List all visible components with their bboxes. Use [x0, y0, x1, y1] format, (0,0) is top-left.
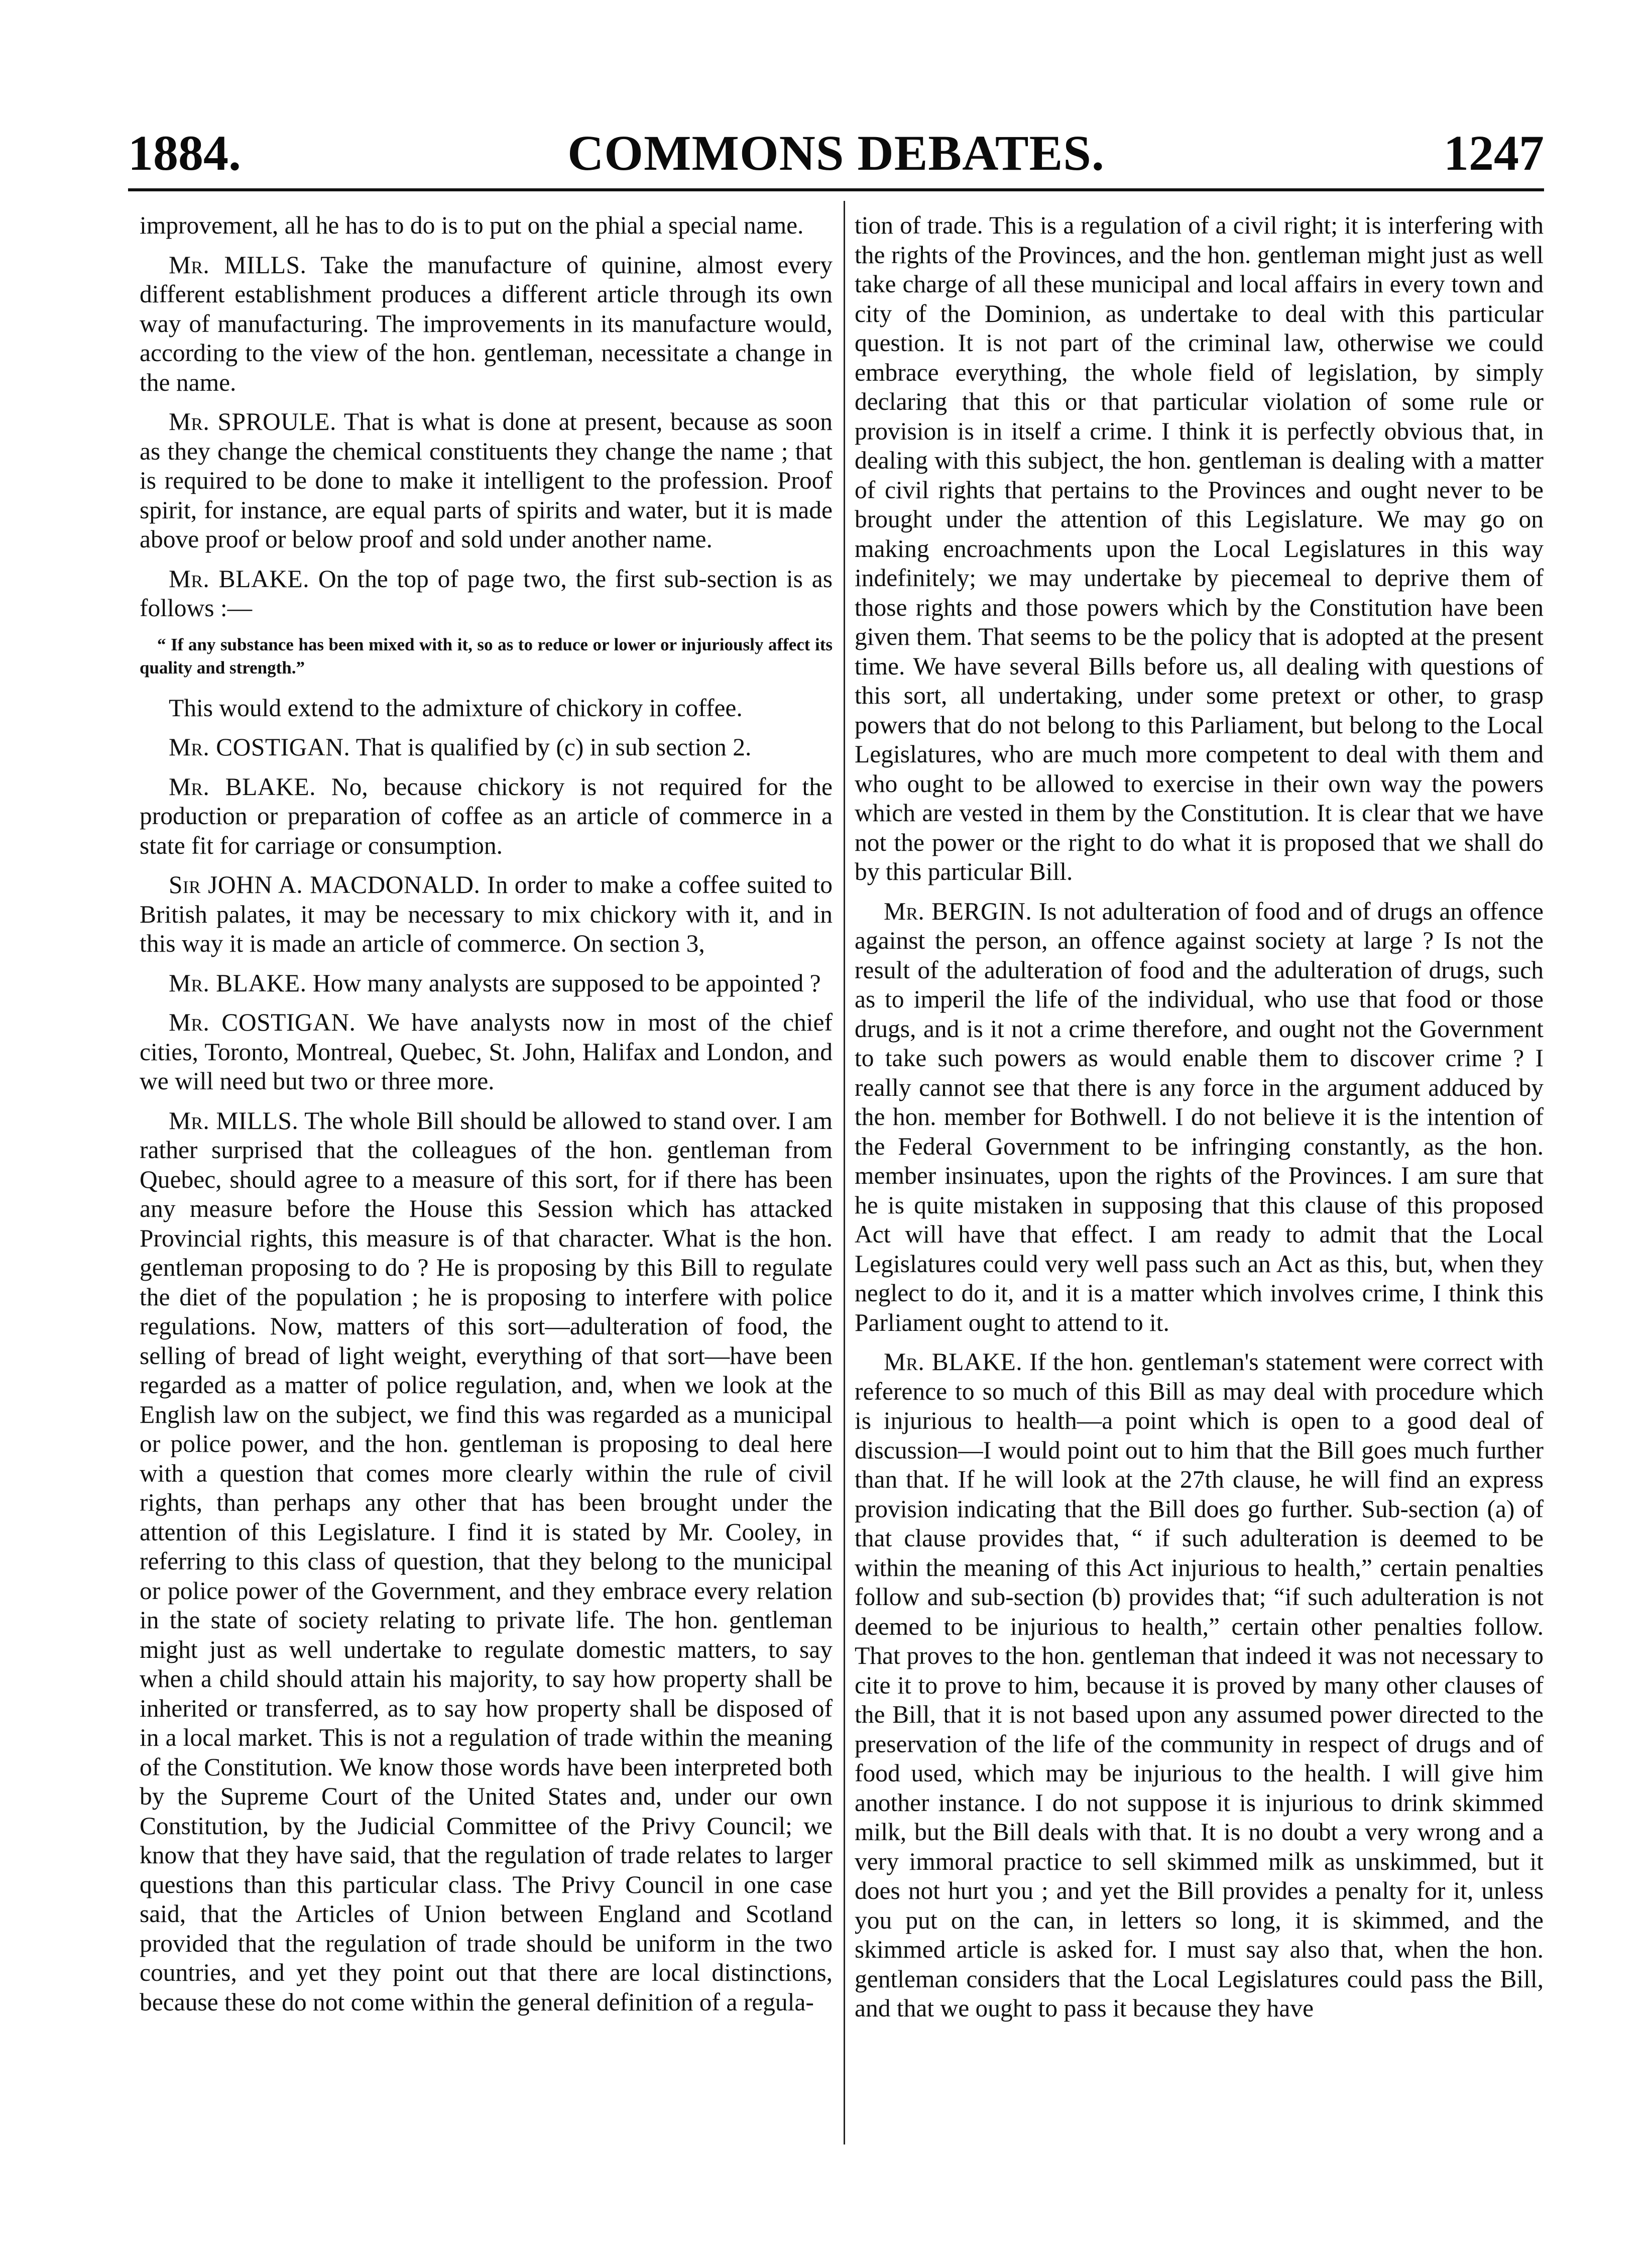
speech-paragraph — [140, 407, 833, 554]
paragraph-text: The whole Bill should be allowed to stand over. I am rather surprised that the colleagues of the hon. gentleman from Quebec, should agree to a measure of this sort, for if there has been any measure before the House this Session which has attacked Provincial rights, this measure is of that character. What is the hon. gentleman proposing to do ? He is proposing by this Bill to regulate the diet of the population ; he is proposing to interfere with police regulations. Now, matters of this sort—adulteration of food, the selling of bread of light weight, everything of that sort—have been regarded as a matter of police regulation, and, when we look at the English law on the subject, we find this was regarded as a municipal or police power, and the hon. gentleman is proposing to deal here with a question that comes more clearly within the rule of civil rights, than perhaps any other that has been brought under the attention of this Legislature. I find it is stated by Mr. Cooley, in referring to this class of question, that they belong to the municipal or police power of the Government, and they embrace every relation in the state of society relating to private life. The hon. gentleman might just as well undertake to regulate domestic matters, to say when a child should attain his majority, to say how property shall be inherited or transferred, as to say how property shall be disposed of in a local market. This is not a regulation of trade within the meaning of the Constitution. We know those words have been interpreted both by the Supreme Court of the United States and, under our own Constitution, by the Judicial Committee of the Privy Council; we know that they have said, that the regulation of trade relates to larger questions than this particular class. The Privy Council in one case said, that the Articles of Union between England and Scotland provided that the regulation of trade should be uniform in the two countries, and yet they point out that there are local distinctions, because these do not come within the general definition of a regula- — [140, 1106, 833, 2016]
paragraph-text: On the top of page two, the first sub-section is as follows :— — [140, 564, 833, 622]
paragraph-text: If the hon. gentleman's statement were correct with reference to so much of this Bill as may deal with procedure which is injurious to health—a point which is open to a good deal of discussion—I would point out to him that the Bill goes much further than that. If he will look at the 27th clause, he will find an express provision indicating that the Bill does go further. Sub-section (a) of that clause provides that, “ if such adulteration is deemed to be within the meaning of this Act injurious to health,” certain penalties follow and sub-section (b) provides that; “if such adulteration is not deemed to be injurious to health,” certain other penalties follow. That proves to the hon. gentleman that indeed it was not necessary to cite it to prove to him, because it is proved by many other clauses of the Bill, that it is not based upon any assumed power directed to the preservation of the life of the community in respect of drugs and of food used, which may be injurious to the health. I will give him another instance. I do not suppose it is injurious to drink skimmed milk, but the Bill deals with that. It is no doubt a very wrong and a very immoral practice to sell skimmed milk as unskimmed, but it does not hurt you ; and yet the Bill provides a penalty for it, unless you put on the can, in letters so long, it is skimmed, and the skimmed article is asked for. I must say also that, when the hon. gentleman considers that the Local Legislatures could pass the Bill, and that we ought to pass it because they have — [855, 1348, 1544, 2022]
speaker-name: Mr. BLAKE. — [169, 564, 309, 593]
speech-paragraph — [140, 1008, 833, 1096]
header-page-number: 1247 — [1444, 125, 1544, 181]
paragraph-text: In order to make a coffee suited to British palates, it may be necessary to mix chickory with it, and in this way it is made an article of commerce. On section 3, — [140, 871, 833, 957]
paragraph-text: No, because chickory is not required for the production or preparation of coffee as an article of commerce in a state fit for carriage or consumption. — [140, 772, 833, 859]
right-column — [855, 211, 1544, 2033]
speaker-name: Mr. MILLS. — [169, 1106, 299, 1135]
speech-paragraph — [140, 1106, 833, 2017]
speech-paragraph — [140, 694, 833, 723]
page-header — [128, 126, 1544, 186]
speaker-name: Mr. BLAKE. — [169, 969, 307, 997]
header-year: 1884. — [128, 125, 241, 181]
speech-paragraph — [140, 211, 833, 241]
column-divider — [844, 201, 845, 2144]
paragraph-text: That is qualified by (c) in sub section 2. — [356, 733, 752, 761]
speech-paragraph — [855, 211, 1544, 887]
header-title: COMMONS DEBATES. — [567, 125, 1105, 181]
paragraph-text: That is what is done at present, because as soon as they change the chemical constituents they change the name ; that is required to be done to make it intelligent to the profession. Proof spirit, for instance, are equal parts of spirits and water, but it is made above proof or below proof and sold under another name. — [140, 408, 833, 553]
paragraph-text: This would extend to the admixture of chickory in coffee. — [169, 694, 743, 722]
speaker-name: Sir JOHN A. MACDONALD. — [169, 871, 481, 898]
speech-paragraph — [140, 564, 833, 623]
speaker-name: Mr. MILLS. — [169, 251, 307, 279]
speaker-name: Mr. BLAKE. — [169, 772, 316, 801]
speaker-name: Mr. BLAKE. — [884, 1348, 1023, 1376]
speech-paragraph — [855, 1347, 1544, 2023]
speech-paragraph — [855, 897, 1544, 1338]
speech-paragraph — [140, 870, 833, 959]
speaker-name: Mr. SPROULE. — [169, 408, 336, 435]
paragraph-text: How many analysts are supposed to be appointed ? — [312, 969, 821, 997]
paragraph-text: We have analysts now in most of the chief cities, Toronto, Montreal, Quebec, St. John, Halifax and London, and we will need but two or three more. — [140, 1008, 833, 1095]
header-rule — [128, 188, 1544, 191]
paragraph-text: improvement, all he has to do is to put on the phial a special name. — [140, 211, 804, 239]
speech-paragraph — [140, 251, 833, 398]
paragraph-text: Is not adulteration of food and of drugs an offence against the person, an offence against society at large ? Is not the result of the adulteration of food and the adulteration of drugs, such as to imperil the life of the individual, who use that food or those drugs, and is it not a crime therefore, and ought not the Government to take such powers as would enable them to discover crime ? I really cannot see that there is any force in the argument adduced by the hon. member for Bothwell. I do not believe it is the intention of the Federal Government to be infringing constantly, as the hon. member insinuates, upon the rights of the Provinces. I am sure that he is quite mistaken in supposing that this clause of this proposed Act will have that effect. I am ready to admit that the Local Legislatures could very well pass such an Act as this, but, when they neglect to do it, and it is a matter which involves crime, I think this Parliament ought to attend to it. — [855, 897, 1544, 1336]
speaker-name: Mr. COSTIGAN. — [169, 733, 350, 761]
speech-paragraph — [140, 969, 833, 998]
paragraph-text: “ If any substance has been mixed with it, so as to reduce or lower or injuriously affect its quality and strength.” — [140, 634, 833, 677]
quoted-passage — [140, 633, 833, 680]
paragraph-text: tion of trade. This is a regulation of a civil right; it is interfering with the rights of the Provinces, and the hon. gentleman might just as well take charge of all these municipal and local affairs in every town and city of the Dominion, as undertake to deal with this particular question. It is not part of the criminal law, otherwise we could embrace everything, the whole field of legislation, by simply declaring that this or that particular violation of some rule or provision is in itself a crime. I think it is perfectly obvious that, in dealing with this subject, the hon. gentleman is dealing with a matter of civil rights that pertains to the Provinces and ought never to be brought under the attention of this Legislature. We may go on making encroachments upon the Local Legislatures in this way indefinitely; we may undertake by piecemeal to deprive them of those rights and those powers which by the Constitution have been given them. That seems to be the policy that is adopted at the present time. We have several Bills before us, all dealing with questions of this sort, all undertaking, under some pretext or other, to grasp powers that do not belong to this Parliament, but belong to the Local Legislatures, who are much more competent to deal with them and who ought to be allowed to exercise in their own way the powers which are vested in them by the Constitution. It is clear that we have not the power or the right to do what it is proposed that we shall do by this particular Bill. — [855, 211, 1544, 885]
speaker-name: Mr. COSTIGAN. — [169, 1008, 356, 1036]
speech-paragraph — [140, 772, 833, 861]
speaker-name: Mr. BERGIN. — [884, 897, 1032, 925]
speech-paragraph — [140, 733, 833, 762]
left-column — [140, 211, 833, 2027]
paragraph-text: Take the manufacture of quinine, almost every different establishment produces a different article through its own way of manufacturing. The improvements in its manufacture would, according to the view of the hon. gentleman, necessitate a change in the name. — [140, 251, 833, 396]
